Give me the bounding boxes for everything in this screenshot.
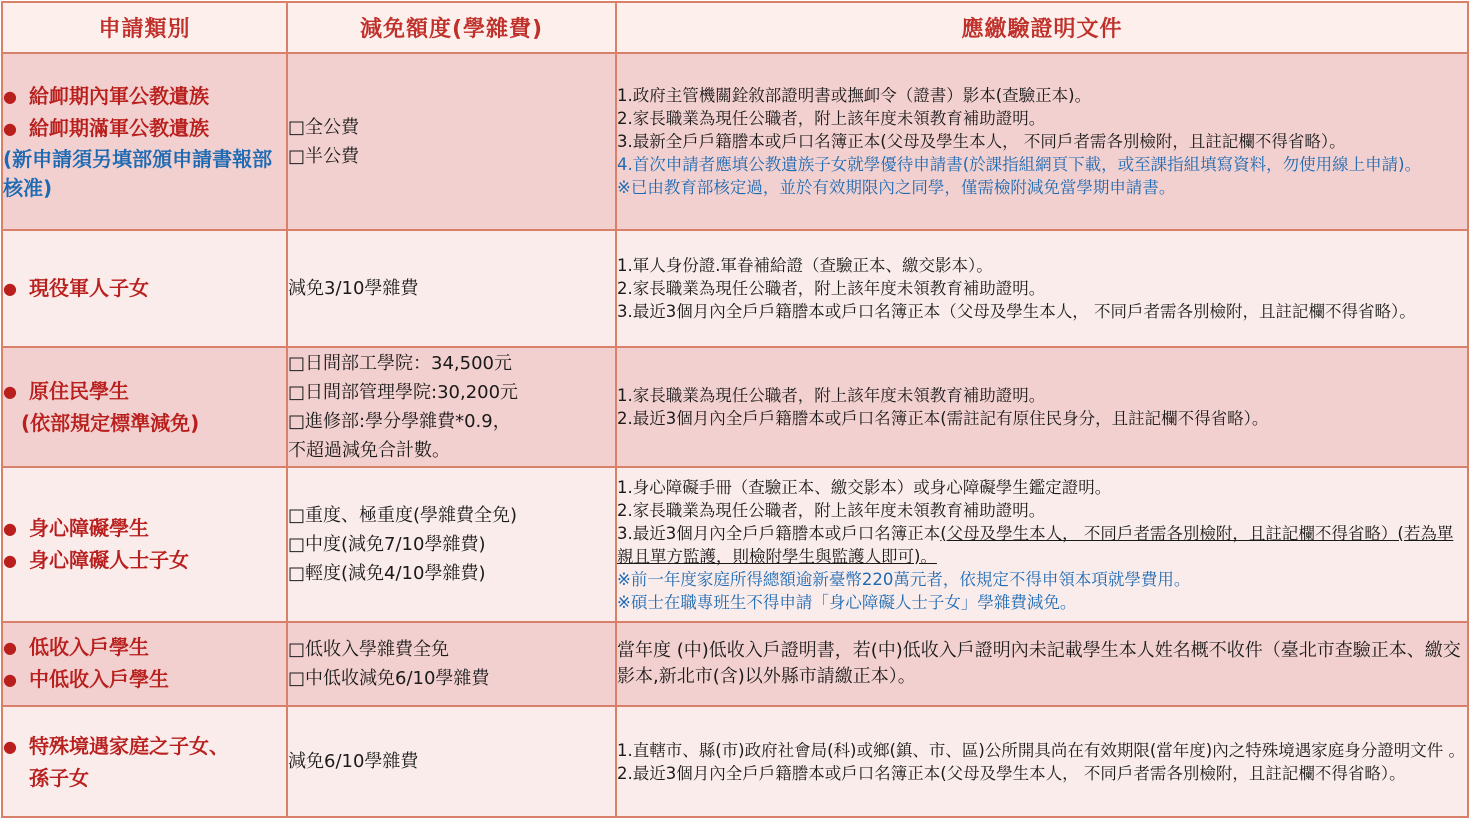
reduction-cell: [287, 347, 616, 467]
document-item: 2.最近3個月內全戶戶籍謄本或戶口名簿正本(需註記有原住民身分，且註記欄不得省略）。: [617, 409, 1269, 428]
category-item-cont: 孫子女: [29, 765, 89, 790]
reduction-option: □全公費: [288, 116, 360, 138]
document-item: 2.家長職業為現任公職者，附上該年度未領教育補助證明。: [617, 500, 1046, 520]
category-item: ● 特殊境遇家庭之子女、: [3, 731, 286, 763]
category-item: ● 身心障礙學生: [3, 513, 286, 545]
category-item: ● 給卹期內軍公教遺族: [3, 81, 286, 113]
table-row: [2, 347, 1468, 467]
header-category: 申請類別: [2, 2, 287, 53]
reduction-option: □半公費: [288, 145, 360, 167]
bullet-icon: ●: [3, 670, 17, 689]
bullet-icon: ●: [3, 736, 17, 756]
bullet-icon: ●: [3, 382, 17, 401]
fee-reduction-table: [1, 1, 1469, 818]
category-item: ● 給卹期滿軍公教遺族: [3, 113, 286, 145]
document-item: 1.政府主管機關銓敘部證明書或撫卹令（證書）影本(查驗正本)。: [617, 86, 1092, 105]
document-item-note: ※碩士在職專班生不得申請「身心障礙人士子女」學雜費減免。: [617, 592, 1077, 612]
reduction-option: □中度(減免7/10學雜費): [288, 534, 486, 555]
category-item: ● 原住民學生: [3, 376, 286, 408]
document-item: 1.直轄市、縣(市)政府社會局(科)或鄉(鎮、市、區)公所開具尚在有效期限(當年度)內之特殊境遇家庭身分證明文件 。: [617, 740, 1465, 760]
documents-cell: [616, 347, 1468, 467]
document-item: 1.身心障礙手冊（查驗正本、繳交影本）或身心障礙學生鑑定證明。: [617, 477, 1112, 497]
documents-cell: [616, 230, 1468, 347]
reduction-option: 不超過減免合計數。: [288, 440, 450, 461]
category-cell: [2, 706, 287, 817]
document-item: 1.軍人身份證.軍眷補給證（查驗正本、繳交影本）。: [617, 256, 993, 275]
reduction-cell: [287, 622, 616, 706]
category-cell: [2, 467, 287, 622]
reduction-option: □日間部工學院：34,500元: [288, 353, 512, 374]
document-item: 1.家長職業為現任公職者，附上該年度未領教育補助證明。: [617, 386, 1046, 405]
reduction-cell: [287, 467, 616, 622]
category-sub: (依部規定標準減免): [21, 411, 200, 435]
header-documents: 應繳驗證明文件: [616, 2, 1468, 53]
reduction-option: □輕度(減免4/10學雜費): [288, 563, 486, 584]
category-cell: [2, 347, 287, 467]
reduction-option: 減免3/10學雜費: [288, 278, 419, 299]
documents-cell: [616, 467, 1468, 622]
bullet-icon: ●: [3, 550, 17, 570]
reduction-option: □中低收減免6/10學雜費: [288, 668, 490, 689]
header-reduction: 減免額度(學雜費): [287, 2, 616, 53]
reduction-option: □日間部管理學院:30,200元: [288, 382, 519, 403]
document-item: 2.最近3個月內全戶戶籍謄本或戶口名簿正本(父母及學生本人， 不同戶者需各別檢附，且註記欄不得省略）。: [617, 763, 1406, 783]
document-item: 當年度 (中)低收入戶證明書，若(中)低收入戶證明內未記載學生本人姓名概不收件（臺北市查驗正本、繳交影本,新北市(含)以外縣市請繳正本）。: [617, 640, 1461, 687]
underlined-text: (父母及學生本人， 不同戶者需各別檢附，且註記欄不得省略）(若為單親且單方監護，則檢附學生與監護人即可)。: [617, 523, 1454, 566]
category-cell: [2, 622, 287, 706]
category-note: (新申請須另填部頒申請書報部核准): [3, 146, 273, 200]
document-item-note: 4.首次申請者應填公教遺族子女就學優待申請書(於課指組網頁下載，或至課指組填寫資料，勿使用線上申請)。: [617, 155, 1422, 174]
reduction-option: □進修部:學分學雜費*0.9，: [288, 411, 511, 432]
table-row: [2, 622, 1468, 706]
documents-cell: [616, 706, 1468, 817]
bullet-icon: ●: [3, 86, 17, 106]
reduction-cell: [287, 706, 616, 817]
documents-cell: [616, 622, 1468, 706]
bullet-icon: ●: [3, 518, 17, 538]
document-item-note: ※已由教育部核定過，並於有效期限內之同學，僅需檢附減免當學期申請書。: [617, 178, 1176, 197]
reduction-option: □低收入學雜費全免: [288, 639, 450, 660]
table-row: [2, 230, 1468, 347]
document-item: 3.最近3個月內全戶戶籍謄本或戶口名簿正本（父母及學生本人， 不同戶者需各別檢附，且註記欄不得省略）。: [617, 302, 1416, 321]
category-item: ● 中低收入戶學生: [3, 664, 286, 696]
documents-cell: [616, 53, 1468, 230]
bullet-icon: ●: [3, 638, 17, 657]
reduction-option: 減免6/10學雜費: [288, 751, 419, 772]
reduction-cell: [287, 53, 616, 230]
document-item: 3.最新全戶戶籍謄本或戶口名簿正本(父母及學生本人， 不同戶者需各別檢附，且註記欄不得省略）。: [617, 132, 1346, 151]
reduction-cell: [287, 230, 616, 347]
header-row: [2, 2, 1468, 53]
bullet-icon: ●: [3, 278, 17, 298]
document-item-note: ※前一年度家庭所得總額逾新臺幣220萬元者，依規定不得申領本項就學費用。: [617, 569, 1191, 589]
table-row: [2, 53, 1468, 230]
category-cell: [2, 230, 287, 347]
bullet-icon: ●: [3, 118, 17, 138]
table-row: [2, 706, 1468, 817]
document-item: 2.家長職業為現任公職者，附上該年度未領教育補助證明。: [617, 109, 1046, 128]
table-row: [2, 467, 1468, 622]
category-item: ● 現役軍人子女: [3, 273, 286, 305]
document-item: 3.最近3個月內全戶戶籍謄本或戶口名簿正本(父母及學生本人， 不同戶者需各別檢附，且註記欄不得省略）(若為單親且單方監護，則檢附學生與監護人即可)。: [617, 523, 1454, 566]
document-item: 2.家長職業為現任公職者，附上該年度未領教育補助證明。: [617, 279, 1046, 298]
category-item: ● 低收入戶學生: [3, 632, 286, 664]
reduction-option: □重度、極重度(學雜費全免): [288, 505, 518, 526]
category-cell: [2, 53, 287, 230]
category-item: ● 身心障礙人士子女: [3, 545, 286, 577]
